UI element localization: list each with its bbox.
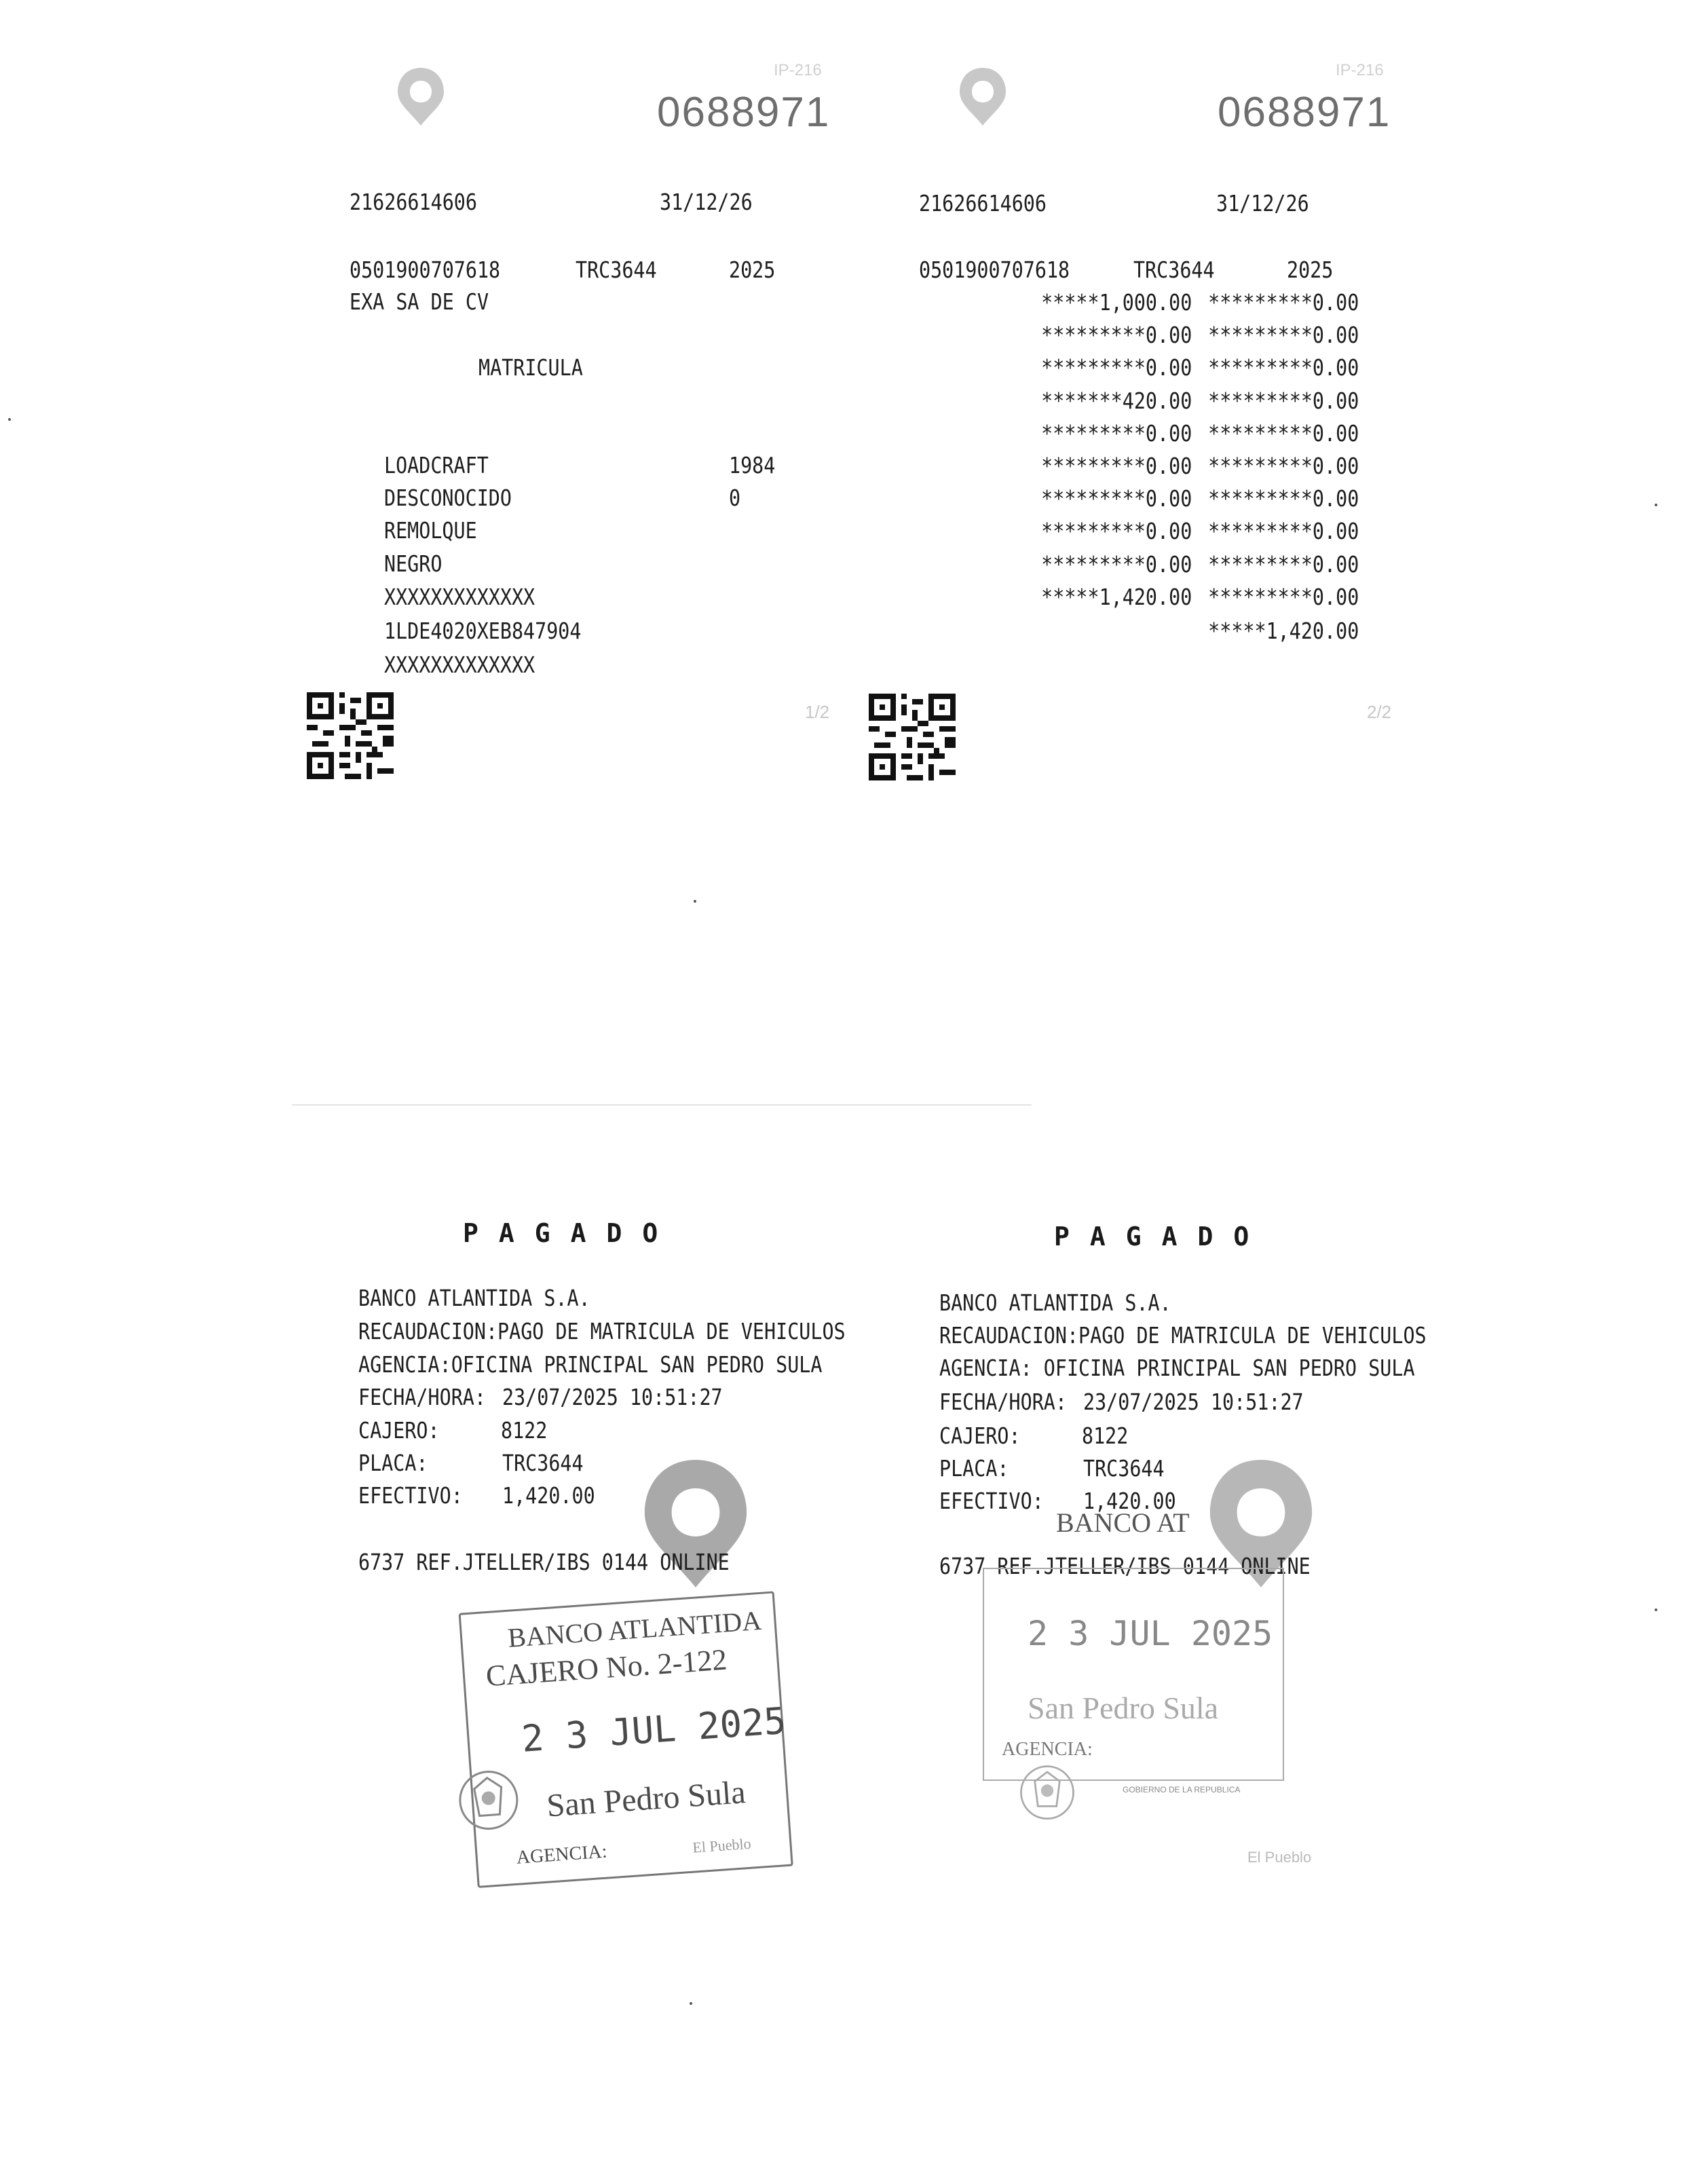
fecha-value: 23/07/2025 10:51:27 — [1083, 1389, 1304, 1415]
account-number: 21626614606 — [350, 189, 477, 215]
scan-speck — [690, 2002, 692, 2005]
stamp-footer: El Pueblo — [692, 1834, 752, 1856]
scan-speck — [694, 900, 696, 903]
amount-cell: *********0.00 — [1040, 453, 1192, 479]
rtn-number: 0501900707618 — [919, 257, 1070, 283]
stamp-gov: GOBIERNO DE LA REPUBLICA — [1123, 1785, 1241, 1794]
agencia-line: AGENCIA: OFICINA PRINCIPAL SAN PEDRO SULA — [939, 1355, 1415, 1381]
bank-name: BANCO ATLANTIDA S.A. — [939, 1289, 1171, 1316]
stamp-city: San Pedro Sula — [545, 1774, 747, 1824]
placa-label: PLACA: — [939, 1455, 1009, 1482]
amount-cell: *********0.00 — [1040, 420, 1192, 447]
stamp-city: San Pedro Sula — [1028, 1691, 1219, 1725]
coat-of-arms-icon — [1010, 1756, 1085, 1831]
vehicle-field: XXXXXXXXXXXXX — [384, 584, 535, 610]
stamp-cajero: CAJERO No. 2-122 — [485, 1642, 728, 1693]
account-number: 21626614606 — [919, 190, 1047, 216]
coat-of-arms-icon — [449, 1758, 529, 1845]
amount-cell: *********0.00 — [1207, 289, 1359, 316]
bank-stamp — [459, 1591, 797, 1904]
amount-cell: *********0.00 — [1207, 453, 1359, 479]
stamp-agencia: AGENCIA: — [515, 1841, 608, 1868]
stamp-bank-partial: BANCO AT — [1056, 1507, 1190, 1538]
amount-cell: *********0.00 — [1207, 485, 1359, 512]
vehicle-field: DESCONOCIDO — [384, 485, 512, 511]
placa-value: TRC3644 — [502, 1450, 584, 1476]
page-number: 2/2 — [1367, 702, 1392, 722]
amount-cell: *********0.00 — [1207, 420, 1359, 447]
qr-code-icon — [307, 692, 394, 779]
plate: TRC3644 — [1133, 257, 1215, 283]
vehicle-field-value: 1984 — [729, 452, 776, 478]
bank-name: BANCO ATLANTIDA S.A. — [358, 1285, 590, 1311]
paid-status: PAGADO — [463, 1218, 679, 1248]
year: 2025 — [1287, 257, 1334, 283]
efectivo-value: 1,420.00 — [502, 1482, 595, 1509]
amount-cell: *********0.00 — [1207, 388, 1359, 414]
placa-value: TRC3644 — [1083, 1455, 1165, 1482]
cajero-label: CAJERO: — [358, 1417, 440, 1444]
efectivo-label: EFECTIVO: — [358, 1482, 463, 1509]
amount-cell: *********0.00 — [1040, 485, 1192, 512]
fecha-label: FECHA/HORA: — [939, 1389, 1067, 1415]
cajero-value: 8122 — [1082, 1423, 1129, 1449]
owner-name: EXA SA DE CV — [350, 288, 489, 315]
stamp-agencia: AGENCIA: — [1002, 1739, 1093, 1760]
reference-line: 6737 REF.JTELLER/IBS 0144 ONLINE — [358, 1549, 730, 1575]
recaudacion-line: RECAUDACION:PAGO DE MATRICULA DE VEHICULOS — [358, 1318, 846, 1344]
fecha-value: 23/07/2025 10:51:27 — [502, 1384, 723, 1410]
concept: MATRICULA — [478, 354, 583, 381]
scan-speck — [8, 418, 11, 421]
page-divider — [292, 1104, 1032, 1106]
expiry-date: 31/12/26 — [1216, 190, 1309, 216]
stamp-bank: BANCO ATLANTIDA — [506, 1604, 763, 1653]
serial-number: 0688971 — [657, 89, 831, 136]
form-code: IP-216 — [774, 61, 822, 79]
amount-cell: *********0.00 — [1040, 551, 1192, 578]
efectivo-value: 1,420.00 — [1083, 1488, 1176, 1514]
year: 2025 — [729, 257, 776, 283]
stamp-date: 2 3 JUL 2025 — [1028, 1614, 1273, 1653]
page-number: 1/2 — [805, 702, 830, 722]
amount-cell: *********0.00 — [1207, 518, 1359, 544]
vehicle-field: XXXXXXXXXXXXX — [384, 652, 535, 678]
cajero-label: CAJERO: — [939, 1423, 1021, 1449]
amount-cell: *****1,000.00 — [1040, 289, 1192, 316]
bank-stamp — [983, 1568, 1288, 1792]
efectivo-label: EFECTIVO: — [939, 1488, 1044, 1514]
rtn-number: 0501900707618 — [350, 257, 501, 283]
amount-cell: *******420.00 — [1040, 388, 1192, 414]
amount-cell: *********0.00 — [1207, 551, 1359, 578]
form-code: IP-216 — [1336, 61, 1384, 79]
logo-pin-icon — [956, 64, 1010, 129]
vehicle-field: REMOLQUE — [384, 517, 477, 544]
amount-cell: *********0.00 — [1040, 354, 1192, 381]
reference-line: 6737 REF.JTELLER/IBS 0144 ONLINE — [939, 1553, 1311, 1579]
agencia-line: AGENCIA:OFICINA PRINCIPAL SAN PEDRO SULA — [358, 1351, 823, 1378]
amount-cell: *********0.00 — [1207, 354, 1359, 381]
amount-cell: *********0.00 — [1040, 518, 1192, 544]
fecha-label: FECHA/HORA: — [358, 1384, 486, 1410]
cajero-value: 8122 — [501, 1417, 548, 1444]
vehicle-field: LOADCRAFT — [384, 452, 489, 478]
vehicle-field: NEGRO — [384, 550, 443, 577]
stamp-footer: El Pueblo — [1247, 1849, 1312, 1866]
amount-total: *****1,420.00 — [1207, 618, 1359, 644]
paid-status: PAGADO — [1054, 1222, 1270, 1251]
amount-cell: *********0.00 — [1207, 584, 1359, 610]
amount-cell: *********0.00 — [1040, 322, 1192, 348]
qr-code-icon — [869, 694, 956, 780]
scan-speck — [1655, 504, 1657, 506]
vehicle-field-value: 0 — [729, 485, 741, 511]
logo-pin-icon — [394, 64, 448, 129]
recaudacion-line: RECAUDACION:PAGO DE MATRICULA DE VEHICULOS — [939, 1322, 1427, 1349]
placa-label: PLACA: — [358, 1450, 428, 1476]
amount-cell: *****1,420.00 — [1040, 584, 1192, 610]
stamp-date: 2 3 JUL 2025 — [520, 1699, 788, 1761]
scan-speck — [1655, 1608, 1657, 1611]
vin-number: 1LDE4020XEB847904 — [384, 618, 582, 644]
plate: TRC3644 — [576, 257, 657, 283]
serial-number: 0688971 — [1218, 89, 1391, 136]
amount-cell: *********0.00 — [1207, 322, 1359, 348]
expiry-date: 31/12/26 — [660, 189, 753, 215]
